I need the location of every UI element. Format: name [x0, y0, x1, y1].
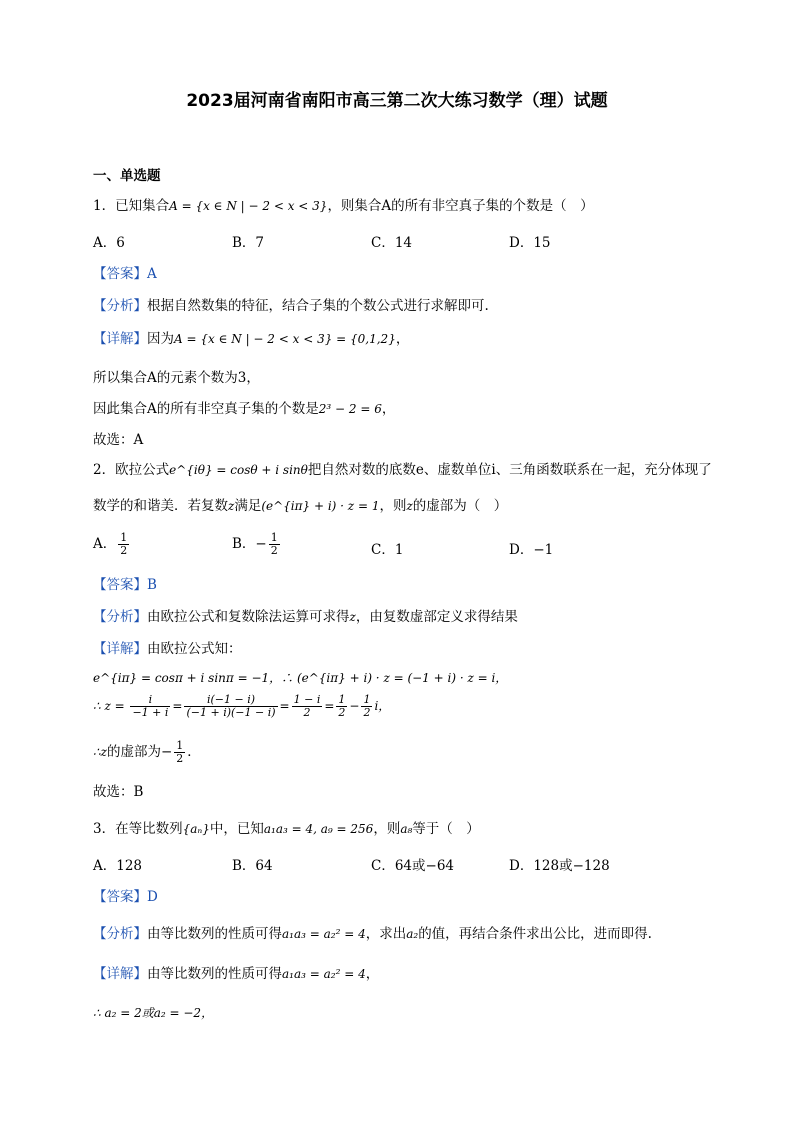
- q3-stem: 3．在等比数列{aₙ}中，已知a₁a₃ = 4, a₉ = 256，则a₈等于（ ）: [93, 821, 480, 837]
- q3-analysis: 【分析】由等比数列的性质可得a₁a₃ = a₂² = 4，求出a₂的值，再结合条件求出公比，进而即得.: [93, 926, 652, 942]
- q1-option-d: D．15: [509, 235, 551, 251]
- q2-euler-formula: e^{iθ} = cosθ + i sinθ: [169, 463, 308, 477]
- q2-equation-3: ∴z的虚部为− $\frac{1}{2}$ ．: [93, 739, 201, 765]
- q2-stem: 2．欧拉公式e^{iθ} = cosθ + i sinθ把自然对数的底数e、虚数单位i、三角函数联系在一起，充分体现了: [93, 462, 712, 478]
- q2-option-c: C．1: [371, 542, 404, 558]
- q3-answer: 【答案】D: [93, 889, 158, 905]
- q1-answer: 【答案】A: [93, 266, 157, 282]
- page-title: 2023届河南省南阳市高三第二次大练习数学（理）试题: [186, 91, 608, 111]
- section-heading: 一、单选题: [93, 168, 161, 184]
- q3-option-b: B．64: [232, 858, 273, 874]
- q2-option-b: B．− $\frac{1}{2}$: [232, 531, 278, 557]
- q3-detail-line2: ∴ a₂ = 2或a₂ = −2，: [93, 1006, 214, 1020]
- q3-option-d: D．128或−128: [509, 858, 610, 874]
- q2-analysis: 【分析】由欧拉公式和复数除法运算可求得z，由复数虚部定义求得结果: [93, 609, 518, 625]
- q1-stem: 1．已知集合A = {x ∈ N | − 2 < x < 3}，则集合A的所有非空真子集的个数是（ ）: [93, 198, 594, 214]
- q1-choose: 故选：A: [93, 432, 144, 448]
- q1-detail-line2: 所以集合A的元素个数为3，: [93, 370, 260, 386]
- q2-option-d: D．−1: [509, 542, 554, 558]
- q1-option-a: A．6: [93, 235, 125, 251]
- q2-stem-line2: 数学的和谐美．若复数z满足(e^{iπ} + i) · z = 1，则z的虚部为（ ）: [93, 498, 508, 514]
- q1-option-b: B．7: [232, 235, 265, 251]
- q1-option-c: C．14: [371, 235, 413, 251]
- q1-detail-line3: 因此集合A的所有非空真子集的个数是2³ − 2 = 6，: [93, 401, 396, 417]
- q3-option-c: C．64或−64: [371, 858, 454, 874]
- q1-detail: 【详解】因为A = {x ∈ N | − 2 < x < 3} = {0,1,2}，: [93, 331, 410, 347]
- q2-choose: 故选：B: [93, 784, 144, 800]
- q1-set-expression: A = {x ∈ N | − 2 < x < 3}: [169, 199, 328, 213]
- q3-detail: 【详解】由等比数列的性质可得a₁a₃ = a₂² = 4，: [93, 966, 380, 982]
- q1-analysis: 【分析】根据自然数集的特征，结合子集的个数公式进行求解即可.: [93, 298, 489, 314]
- q2-equation-2: ∴ z = $\frac{i}{-1 + i}$ = $\frac{i(-1 - i)}{(-1 + i)(-1 - i)}$ = $\frac{1 - i}{2}$ = $\frac{1}{2}$ − $\frac{1}{2}$ i，: [93, 693, 391, 719]
- q2-detail: 【详解】由欧拉公式知：: [93, 641, 242, 657]
- q3-option-a: A．128: [93, 858, 143, 874]
- q2-option-a: A． $\frac{1}{2}$: [93, 531, 128, 557]
- q2-answer: 【答案】B: [93, 577, 157, 593]
- q2-equation-1: e^{iπ} = cosπ + i sinπ = −1，∴ (e^{iπ} + i) · z = (−1 + i) · z = i，: [93, 671, 508, 685]
